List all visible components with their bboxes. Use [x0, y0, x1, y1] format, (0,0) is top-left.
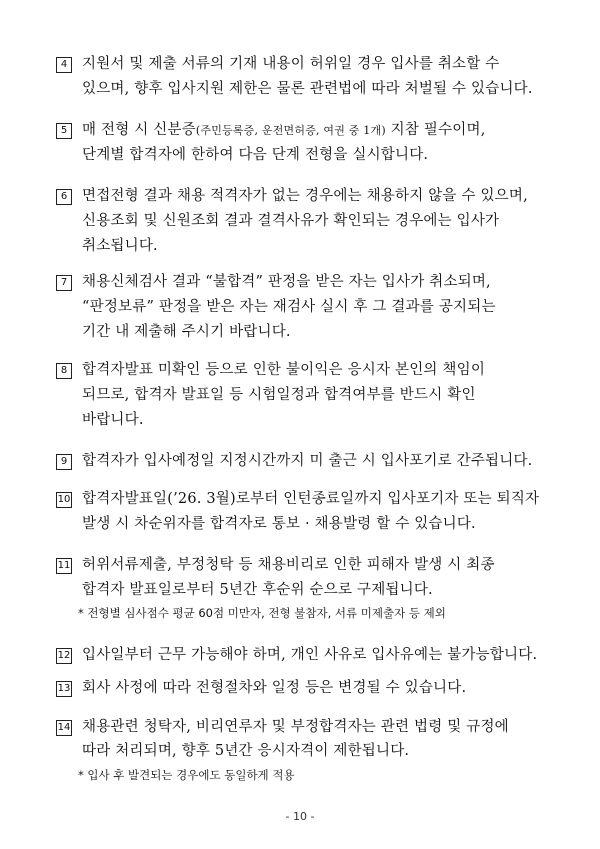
- item-number: 8: [56, 363, 72, 379]
- item-number: 12: [56, 648, 72, 664]
- item-text-line: 합격자 발표일로부터 5년간 후순위 순으로 구제됩니다.: [82, 582, 433, 598]
- item-number: 14: [56, 720, 72, 736]
- item-text-line: 발생 시 차순위자를 합격자로 통보 · 채용발령 할 수 있습니다.: [82, 516, 476, 532]
- item-text-line: 합격자가 입사예정일 지정시간까지 미 출근 시 입사포기로 간주됩니다.: [82, 453, 533, 469]
- item-text-line: 합격자발표일(’26. 3월)로부터 인턴종료일까지 입사포기자 또는 퇴직자: [82, 491, 540, 507]
- item-text-line: 채용관련 청탁자, 비리연루자 및 부정합격자는 관련 법령 및 규정에: [82, 719, 509, 735]
- item-text-line: 되므로, 합격자 발표일 등 시험일정과 합격여부를 반드시 확인: [82, 387, 476, 403]
- item-text-segment: 매 전형 시 신분증: [82, 122, 196, 138]
- item-number: 9: [56, 454, 72, 470]
- item-text-line: 합격자발표 미확인 등으로 인한 불이익은 응시자 본인의 책임이: [82, 362, 486, 378]
- item-number: 7: [56, 275, 72, 291]
- item-number: 10: [56, 492, 72, 508]
- item-text-line: 면접전형 결과 채용 적격자가 없는 경우에는 채용하지 않을 수 있으며,: [82, 188, 528, 204]
- item-text-segment: 지참 필수이며,: [385, 122, 486, 138]
- page-number: - 10 -: [285, 810, 315, 823]
- item-number: 13: [56, 681, 72, 697]
- item-text-line: 입사일부터 근무 가능해야 하며, 개인 사유로 입사유예는 불가능합니다.: [82, 647, 538, 663]
- item-number: 4: [56, 57, 72, 73]
- item-text-line: 따라 처리되며, 향후 5년간 응시자격이 제한됩니다.: [82, 743, 410, 759]
- item-text-line: 취소됩니다.: [82, 238, 158, 254]
- item-number: 6: [56, 189, 72, 205]
- item-text-line: “판정보류” 판정을 받은 자는 재검사 실시 후 그 결과를 공지되는: [82, 299, 496, 315]
- item-text-line: 기간 내 제출해 주시기 바랍니다.: [82, 324, 291, 340]
- item-text-line: 허위서류제출, 부정청탁 등 채용비리로 인한 피해자 발생 시 최종: [82, 557, 495, 573]
- item-footnote: * 입사 후 발견되는 경우에도 동일하게 적용: [78, 768, 295, 782]
- item-footnote: * 전형별 심사점수 평균 60점 미만자, 전형 불참자, 서류 미제출자 등 제외: [78, 606, 446, 620]
- item-number: 5: [56, 123, 72, 139]
- item-text-line: 바랍니다.: [82, 412, 144, 428]
- item-text-line: 회사 사정에 따라 전형절차와 일정 등은 변경될 수 있습니다.: [82, 680, 467, 696]
- item-text-line: 있으며, 향후 입사지원 제한은 물론 관련법에 따라 처벌될 수 있습니다.: [82, 81, 533, 97]
- item-text-line: 채용신체검사 결과 “불합격” 판정을 받은 자는 입사가 취소되며,: [82, 274, 491, 290]
- item-text-line: 신용조회 및 신원조회 결과 결격사유가 확인되는 경우에는 입사가: [82, 213, 500, 229]
- item-text-line: 지원서 및 제출 서류의 기재 내용이 허위일 경우 입사를 취소할 수: [82, 56, 500, 72]
- item-text-line: 단계별 합격자에 한하여 다음 단계 전형을 실시합니다.: [82, 147, 429, 163]
- item-text-small: (주민등록증, 운전면허증, 여권 중 1개): [195, 124, 386, 137]
- item-number: 11: [56, 558, 72, 574]
- item-text-line: [82, 121, 486, 140]
